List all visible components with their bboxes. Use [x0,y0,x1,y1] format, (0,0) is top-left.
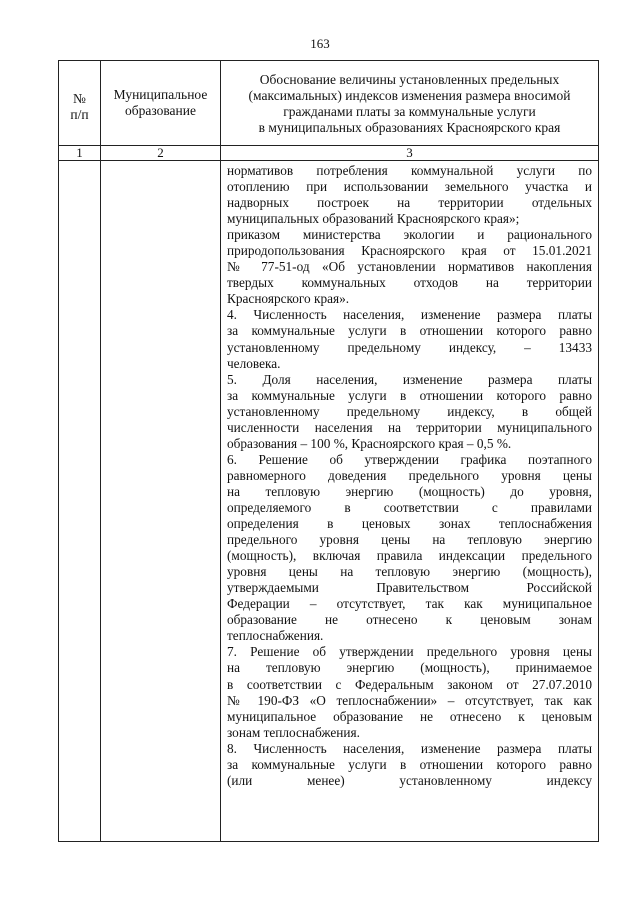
header-line: (максимальных) индексов изменения размера вносимой [248,88,571,103]
column-number-row [59,146,599,161]
text-line: муниципальных образований Красноярского края»; [227,211,520,227]
column-number: 3 [221,146,599,161]
header-line: п/п [70,107,89,122]
text-line: на тепловую энергию (мощность) до уровня, [227,483,592,499]
text-line: твердых коммунальных отходов на территории [227,275,592,291]
text-line: 4. Численность населения, изменение размера платы [227,307,592,323]
page-number: 163 [310,36,330,51]
text-line: № 77-51-од «Об установлении нормативов накопления [227,259,592,275]
text-line: муниципальное образование не отнесено к ценовым [227,708,592,724]
header-justification [221,61,599,146]
text-line: (мощность), включая правила индексации предельного [227,548,592,564]
row-justification-cell [221,161,599,842]
text-line: Федерации – отсутствует, так как муниципальное [227,596,592,612]
column-number: 1 [59,146,101,161]
header-line: Обоснование величины установленных предельных [259,72,560,87]
text-line: (или менее) установленному индексу [227,772,592,788]
text-line: образования – 100 %, Красноярского края – 0,5 %. [227,435,512,451]
text-line: природопользования Красноярского края от 15.01.2021 [227,243,592,259]
text-line: за коммунальные услуги в отношении которого равно [227,323,592,339]
text-line: установленному предельному индексу, – 13433 [227,339,592,355]
text-line: предельного уровня цены на тепловую энергию [227,532,592,548]
text-line: численности населения на территории муниципального [227,419,592,435]
text-line: надворных построек на территории отдельных [227,195,592,211]
text-line: на тепловую энергию (мощность), принимаемое [227,660,592,676]
text-line: за коммунальные услуги в отношении которого равно [227,387,592,403]
header-number [59,61,101,146]
text-line: приказом министерства экологии и рационального [227,227,592,243]
text-line: утверждаемыми Правительством Российской [227,580,592,596]
header-line: образование [125,103,196,118]
text-line: 7. Решение об утверждении предельного уровня цены [227,644,592,660]
text-line: 8. Численность населения, изменение размера платы [227,740,592,756]
header-line: Муниципальное [113,87,208,102]
text-line: установленному предельному индексу, в общей [227,403,592,419]
text-line: определяемого в соответствии с правилами [227,499,592,515]
table-row [59,161,599,842]
header-line: в муниципальных образованиях Красноярского края [258,120,561,135]
header-municipality [101,61,221,146]
text-line: определения в ценовых зонах теплоснабжения [227,516,592,532]
table-header-row [59,61,599,146]
text-line: 6. Решение об утверждении графика поэтапного [227,451,592,467]
text-line: человека. [227,355,281,371]
text-line: уровня цены на тепловую энергию (мощность), [227,564,592,580]
row-municipality-cell [101,161,221,842]
text-line: Красноярского края». [227,291,350,307]
text-line: образование не отнесено к ценовым зонам [227,612,592,628]
text-line: зонам теплоснабжения. [227,724,360,740]
text-line: нормативов потребления коммунальной услуги по [227,163,592,178]
text-line: 5. Доля населения, изменение размера платы [227,371,592,387]
header-line: гражданами платы за коммунальные услуги [283,104,536,119]
text-line: за коммунальные услуги в отношении которого равно [227,756,592,772]
text-line: теплоснабжения. [227,628,324,644]
text-line: равномерного доведения предельного уровня цены [227,467,592,483]
text-line: № 190-ФЗ «О теплоснабжении» – отсутствует, так как [227,692,592,708]
text-line: в соответствии с Федеральным законом от 27.07.2010 [227,676,592,692]
justification-table [58,60,599,842]
column-number: 2 [101,146,221,161]
header-line: № [73,91,86,106]
text-line: отоплению при использовании земельного участка и [227,179,592,195]
row-number-cell [59,161,101,842]
